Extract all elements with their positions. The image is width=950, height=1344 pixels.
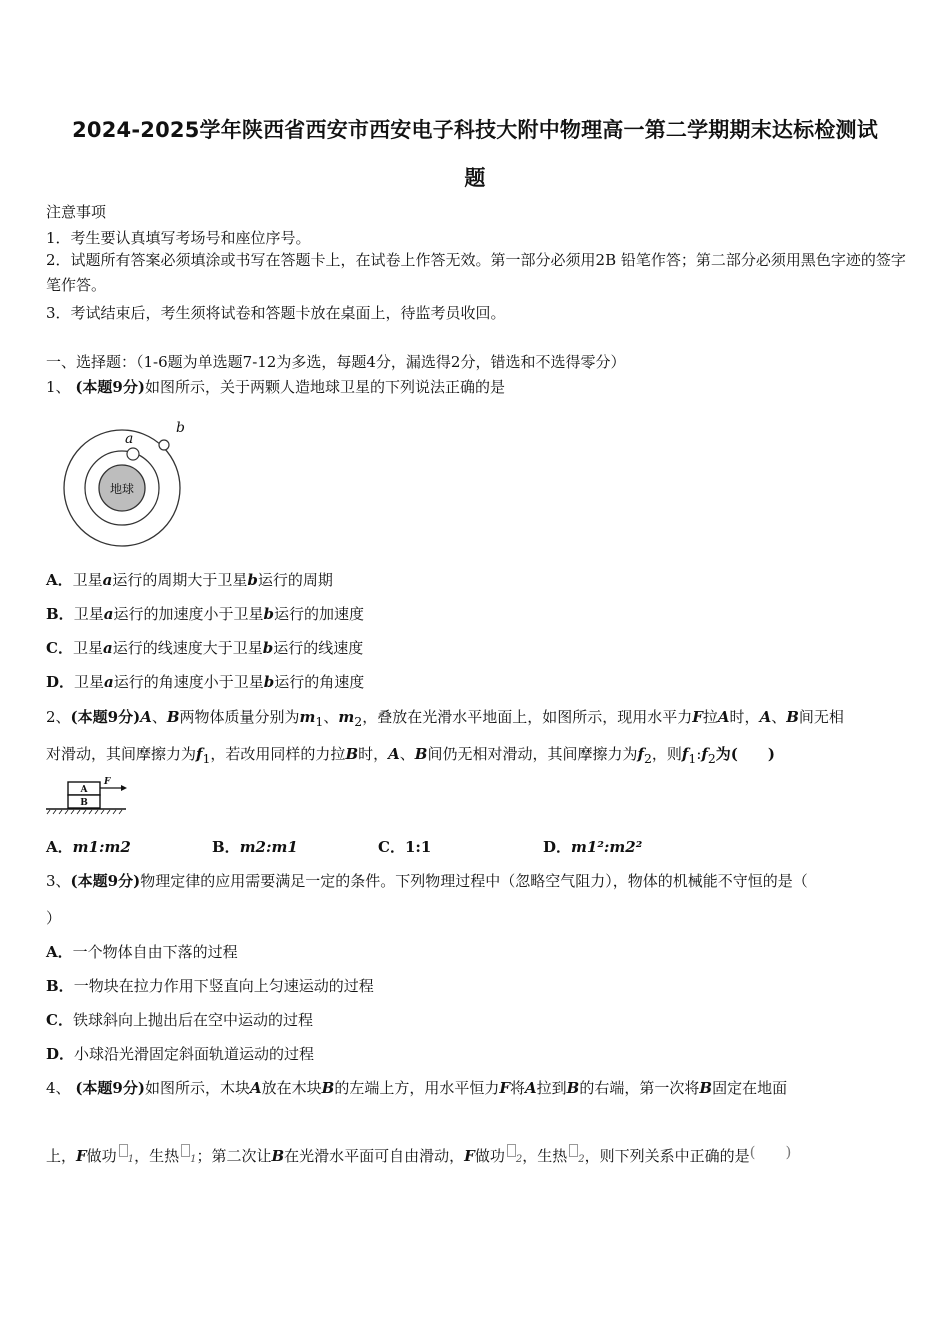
missing-formula-icon: [119, 1144, 128, 1157]
q3-option-d: D．小球沿光滑固定斜面轨道运动的过程: [46, 1045, 315, 1063]
q1-option-a: A．卫星a运行的周期大于卫星b运行的周期: [46, 571, 333, 589]
question-2-stem-line1: 2、(本题9分)A、B两物体质量分别为$m_1$、$m_2$，叠放在光滑水平地面上，如图所示，现用水平力F拉A时，A、B间无相: [46, 708, 844, 729]
force-arrowhead: [121, 785, 127, 791]
q2-option-b: B．m2:m1: [212, 838, 298, 856]
question-3-stem-end: ）: [46, 909, 62, 927]
question-3-stem: 3、(本题9分)物理定律的应用需要满足一定的条件。下列物理过程中（忽略空气阻力），物体的机械能不守恒的是（: [46, 872, 808, 890]
q1-option-d: D．卫星a运行的角速度小于卫星b运行的角速度: [46, 673, 365, 691]
question-1-stem: [46, 376, 910, 397]
q2-option-d: D．m1²:m2²: [543, 838, 643, 856]
notice-item-1: 1．考生要认真填写考场号和座位序号。: [46, 229, 311, 247]
q2-option-d-value: m1²:m2²: [571, 838, 643, 856]
satellite-a: [127, 448, 139, 460]
q3-option-b: B．一物块在拉力作用下竖直向上匀速运动的过程: [46, 977, 374, 995]
satellite-a-label: a: [125, 431, 134, 447]
q2-option-b-value: m2:m1: [239, 838, 298, 856]
q1-number: 1、: [46, 378, 71, 396]
block-b-label: B: [80, 798, 88, 808]
satellite-orbit-figure: [56, 416, 196, 556]
force-label: F: [104, 777, 111, 787]
question-4-stem-line1: 4、 (本题9分)如图所示，木块A放在木块B的左端上方，用水平恒力F将A拉到B的右端，第一次将B固定在地面: [46, 1079, 788, 1097]
q2-option-c: C．1:1: [378, 838, 432, 856]
question-4-stem-line2: 上，F做功 1，生热 1；第二次让B在光滑水平面可自由滑动，F做功 2，生热 2，则下列关系中正确的是( ): [46, 1143, 792, 1165]
missing-formula-icon: [507, 1144, 516, 1157]
notice-heading: 注意事项: [46, 203, 107, 221]
ground-hatching: [47, 810, 122, 814]
missing-formula-icon: [569, 1144, 578, 1157]
notice-item-3: 3．考试结束后，考生须将试卷和答题卡放在桌面上，待监考员收回。: [46, 304, 506, 322]
q3-option-c: C．铁球斜向上抛出后在空中运动的过程: [46, 1011, 313, 1029]
earth-label: 地球: [109, 482, 135, 496]
q2-option-a-value: m1:m2: [72, 838, 131, 856]
q1-text: 如图所示，关于两颗人造地球卫星的下列说法正确的是: [144, 378, 505, 396]
q1-score: (本题9分): [75, 378, 145, 396]
block-a-label: A: [80, 785, 88, 795]
question-2-stem-line2: 对滑动，其间摩擦力为$f_1$，若改用同样的力拉B时，A、B间仍无相对滑动，其间摩擦力为$f_2$，则$f_1:f_2$为( ): [46, 745, 775, 766]
satellite-b: [159, 440, 169, 450]
missing-formula-icon: [181, 1144, 190, 1157]
answer-paren: ( ): [749, 1143, 792, 1161]
exam-title-line1: 2024-2025学年陕西省西安市西安电子科技大附中物理高一第二学期期末达标检测试: [72, 118, 878, 142]
q1-option-c: C．卫星a运行的线速度大于卫星b运行的线速度: [46, 639, 364, 657]
stacked-blocks-figure: [44, 776, 128, 816]
section-heading: 一、选择题：（1-6题为单选题7-12为多选，每题4分，漏选得2分，错选和不选得零分）: [46, 353, 626, 371]
q1-option-b: B．卫星a运行的加速度小于卫星b运行的加速度: [46, 605, 364, 623]
q3-option-a: A．一个物体自由下落的过程: [46, 943, 238, 961]
q2-option-a: A．m1:m2: [46, 838, 131, 856]
notice-item-2: 2．试题所有答案必须填涂或书写在答题卡上，在试卷上作答无效。第一部分必须用2B 铅笔作答；第二部分必须用黑色字迹的签字笔作答。: [46, 251, 906, 294]
exam-title-line2: 题: [464, 166, 486, 190]
satellite-b-label: b: [176, 420, 185, 436]
